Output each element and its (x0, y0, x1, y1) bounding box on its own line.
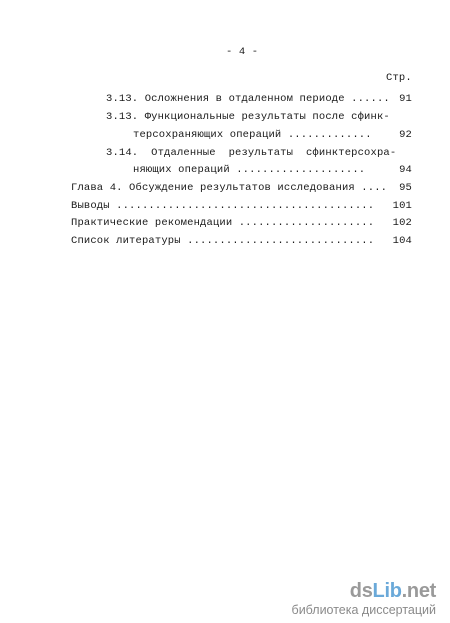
toc-entry-text: Практические рекомендации ..................... (71, 217, 375, 229)
logo-ds-text: ds (349, 580, 373, 602)
dslib-logo (350, 580, 436, 603)
toc-entry-text: 3.13. Функциональные результаты после сфинк- (106, 111, 390, 123)
logo-net-text: .net (401, 580, 436, 602)
toc-entry-page: 92 (399, 129, 412, 141)
toc-entry-text: Глава 4. Обсуждение результатов исследования .... (71, 182, 388, 194)
watermark-subtitle: библиотека диссертаций (291, 603, 436, 617)
toc-entry-page: 94 (399, 164, 412, 176)
toc-entry-text: 3.13. Осложнения в отдаленном периоде ...... (106, 93, 390, 105)
toc-entry-text-continued: терсохраняющих операций ............. (133, 129, 372, 141)
toc-entry-text: Выводы ........................................ (71, 200, 375, 212)
toc-entry-text-continued: няющих операций .................... (133, 164, 366, 176)
toc-entry-page: 91 (399, 93, 412, 105)
toc-entry-page: 101 (392, 200, 412, 212)
pages-column-header: Стр. (386, 72, 412, 84)
page-number: - 4 - (226, 46, 259, 58)
toc-entry-page: 102 (392, 217, 412, 229)
toc-entry-text: 3.14. Отдаленные результаты сфинктерсохра- (106, 147, 397, 159)
toc-entry-page: 95 (399, 182, 412, 194)
logo-lib-text: Lib (372, 580, 402, 602)
toc-entry-text: Список литературы ............................. (71, 235, 375, 247)
toc-entry-page: 104 (392, 235, 412, 247)
